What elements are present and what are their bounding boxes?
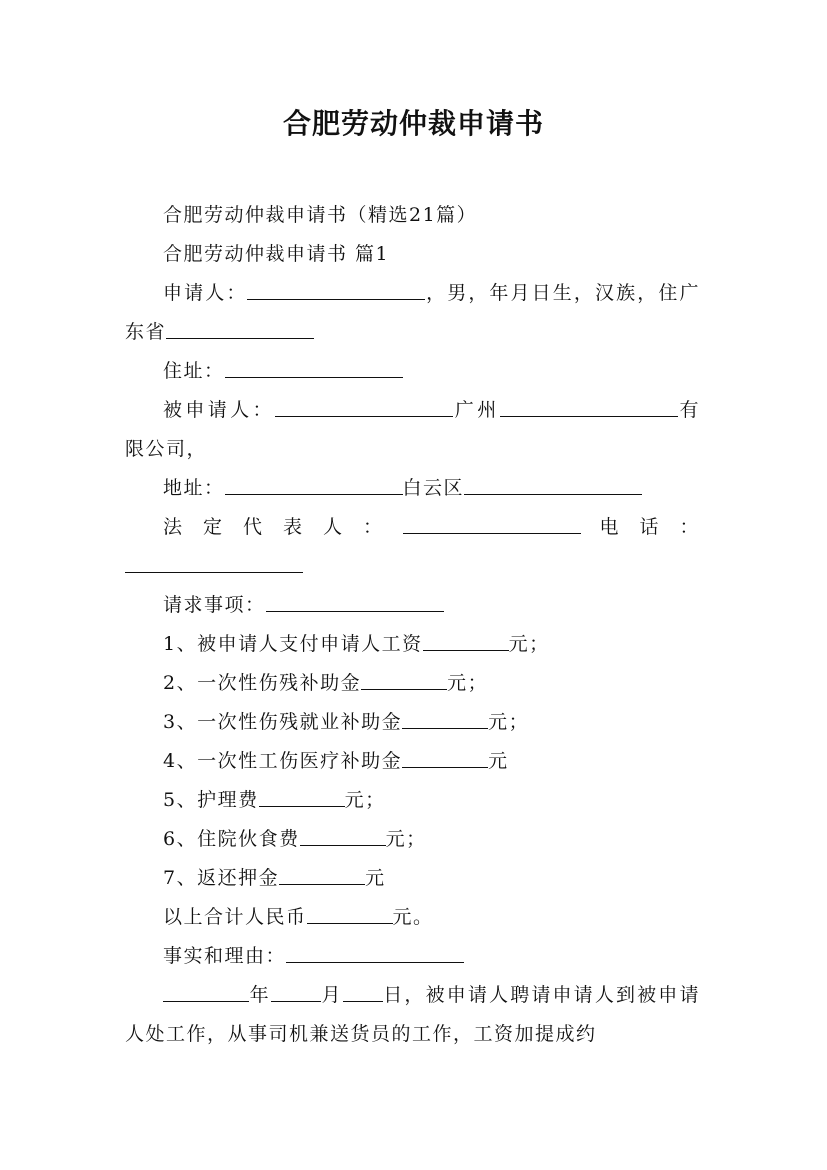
year-label: 年 xyxy=(249,984,271,1006)
legal-rep-label: 法 定 代 表 人 ： xyxy=(163,516,385,538)
claim-item-4 xyxy=(125,742,700,781)
respondent-address-line xyxy=(125,469,700,508)
legal-rep-line xyxy=(125,508,700,586)
month-blank xyxy=(271,984,321,1002)
subtitle-text: 合肥劳动仲裁申请书（精选21篇） xyxy=(163,204,478,226)
facts-text: 日，被申请人聘请申请人到被申请人处工作，从事司机兼送货员的工作，工资加提成约 xyxy=(125,984,700,1045)
claim-amount-blank xyxy=(402,711,488,729)
subtitle-line xyxy=(125,196,700,235)
claim-text: 3、一次性伤残就业补助金 xyxy=(163,711,403,733)
claims-label: 请求事项： xyxy=(163,594,266,616)
respondent-city: 广州 xyxy=(452,399,500,421)
claim-text: 2、一次性伤残补助金 xyxy=(163,672,362,694)
claim-amount-blank xyxy=(300,828,386,846)
applicant-line xyxy=(125,274,700,352)
total-blank xyxy=(307,906,393,924)
applicant-detail: ，男，年月日生，汉族，住广东省 xyxy=(125,282,700,343)
claim-item-5 xyxy=(125,781,700,820)
claim-unit: 元； xyxy=(385,828,427,850)
address-blank xyxy=(225,360,403,378)
respondent-district-blank xyxy=(464,477,642,495)
total-unit: 元。 xyxy=(392,906,434,928)
applicant-label: 申请人： xyxy=(163,282,248,304)
claim-item-7 xyxy=(125,859,700,898)
respondent-district: 白云区 xyxy=(402,477,465,499)
section-heading-text: 合肥劳动仲裁申请书 篇1 xyxy=(163,243,390,265)
claim-item-1 xyxy=(125,625,700,664)
facts-paragraph xyxy=(125,976,700,1054)
facts-heading xyxy=(125,937,700,976)
respondent-blank xyxy=(275,399,453,417)
claim-unit: 元； xyxy=(488,711,530,733)
claim-item-3 xyxy=(125,703,700,742)
claim-item-2 xyxy=(125,664,700,703)
year-blank xyxy=(163,984,249,1002)
respondent-company-suffix: 有限公司， xyxy=(125,399,700,460)
respondent-label: 被申请人： xyxy=(163,399,275,421)
applicant-residence-blank xyxy=(166,321,314,339)
respondent-address-blank xyxy=(225,477,403,495)
section-heading xyxy=(125,235,700,274)
claim-text: 4、一次性工伤医疗补助金 xyxy=(163,750,403,772)
day-blank xyxy=(343,984,383,1002)
facts-blank xyxy=(286,945,464,963)
month-label: 月 xyxy=(320,984,343,1006)
claims-heading xyxy=(125,586,700,625)
claim-amount-blank xyxy=(279,867,365,885)
respondent-address-label: 地址： xyxy=(163,477,225,499)
address-line xyxy=(125,352,700,391)
claim-unit: 元； xyxy=(508,633,550,655)
claim-amount-blank xyxy=(402,750,488,768)
total-label: 以上合计人民币 xyxy=(163,906,307,928)
claim-text: 6、住院伙食费 xyxy=(163,828,300,850)
address-label: 住址： xyxy=(163,360,225,382)
respondent-company-blank xyxy=(500,399,678,417)
claim-text: 5、护理费 xyxy=(163,789,259,811)
claim-unit: 元 xyxy=(365,867,386,889)
claim-amount-blank xyxy=(361,672,447,690)
claim-amount-blank xyxy=(259,789,345,807)
respondent-line xyxy=(125,391,700,469)
claim-unit: 元； xyxy=(344,789,386,811)
phone-blank xyxy=(125,555,303,573)
claim-text: 7、返还押金 xyxy=(163,867,280,889)
claim-unit: 元； xyxy=(447,672,489,694)
claim-amount-blank xyxy=(423,633,509,651)
document-title: 合肥劳动仲裁申请书 xyxy=(282,107,544,140)
applicant-name-blank xyxy=(247,282,425,300)
claim-item-6 xyxy=(125,820,700,859)
document-body xyxy=(125,196,700,1054)
facts-label: 事实和理由： xyxy=(163,945,287,967)
phone-label: 电 话 ： xyxy=(581,516,701,538)
claims-blank xyxy=(266,594,444,612)
total-line xyxy=(125,898,700,937)
claim-unit: 元 xyxy=(488,750,509,772)
claim-text: 1、被申请人支付申请人工资 xyxy=(163,633,423,655)
legal-rep-blank xyxy=(403,516,581,534)
